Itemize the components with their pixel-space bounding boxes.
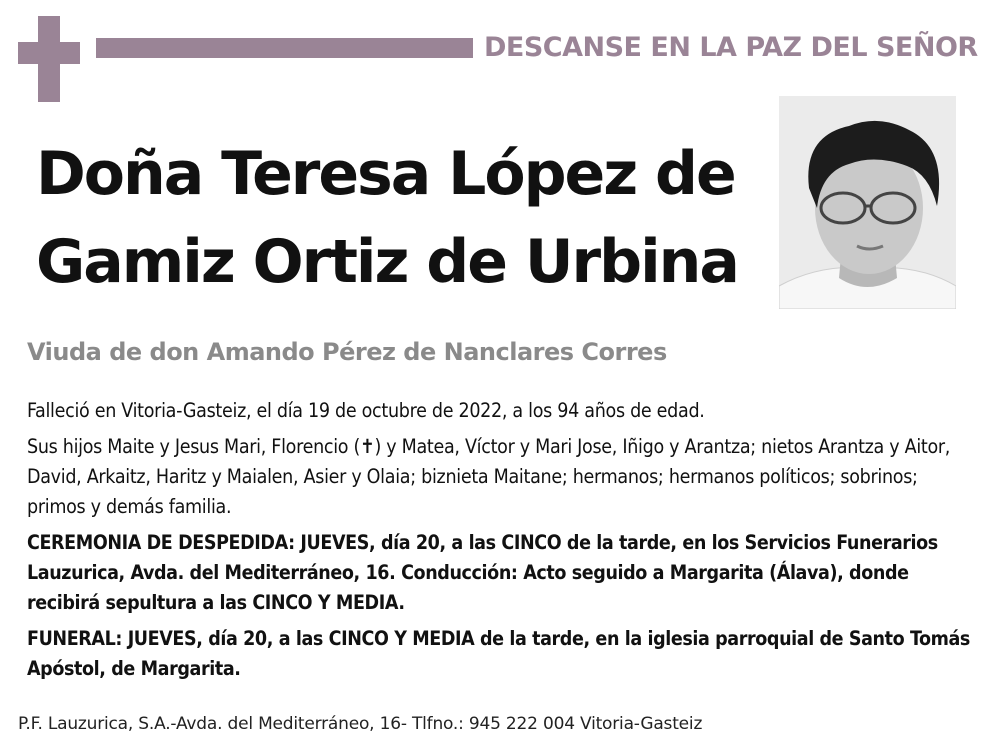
- funeral-info: FUNERAL: JUEVES, día 20, a las CINCO Y MEDIA de la tarde, en la iglesia parroquial de Santo Tomás Apóstol, de Margarita.: [27, 627, 970, 680]
- deceased-name: [36, 130, 738, 306]
- header-bar: [96, 38, 473, 58]
- footer-contact: P.F. Lauzurica, S.A.-Avda. del Mediterráneo, 16- Tlfno.: 945 222 004 Vitoria-Gasteiz: [18, 714, 703, 734]
- name-line-2: Gamiz Ortiz de Urbina: [36, 227, 738, 297]
- name-line-1: Doña Teresa López de: [36, 139, 735, 209]
- cross-icon: [18, 16, 80, 102]
- widow-of: Viuda de don Amando Pérez de Nanclares Corres: [27, 338, 667, 366]
- death-notice: Falleció en Vitoria-Gasteiz, el día 19 de octubre de 2022, a los 94 años de edad.: [27, 399, 705, 422]
- portrait-photo: [779, 96, 956, 309]
- motto: DESCANSE EN LA PAZ DEL SEÑOR: [484, 32, 978, 63]
- portrait-icon: [779, 96, 956, 309]
- notice-body: [27, 396, 972, 690]
- ceremony-info: CEREMONIA DE DESPEDIDA: JUEVES, día 20, a las CINCO de la tarde, en los Servicios Funerarios Lauzurica, Avda. del Mediterráneo, 16. Conducción: Acto seguido a Margarita (Álava), donde recibirá sepultura a las CINCO Y MEDIA.: [27, 531, 938, 614]
- family-list: Sus hijos Maite y Jesus Mari, Florencio (✝) y Matea, Víctor y Mari Jose, Iñigo y Arantza; nietos Arantza y Aitor, David, Arkaitz, Haritz y Maialen, Asier y Olaia; biznieta Maitane; hermanos; hermanos políticos; sobrinos; primos y demás familia.: [27, 435, 951, 518]
